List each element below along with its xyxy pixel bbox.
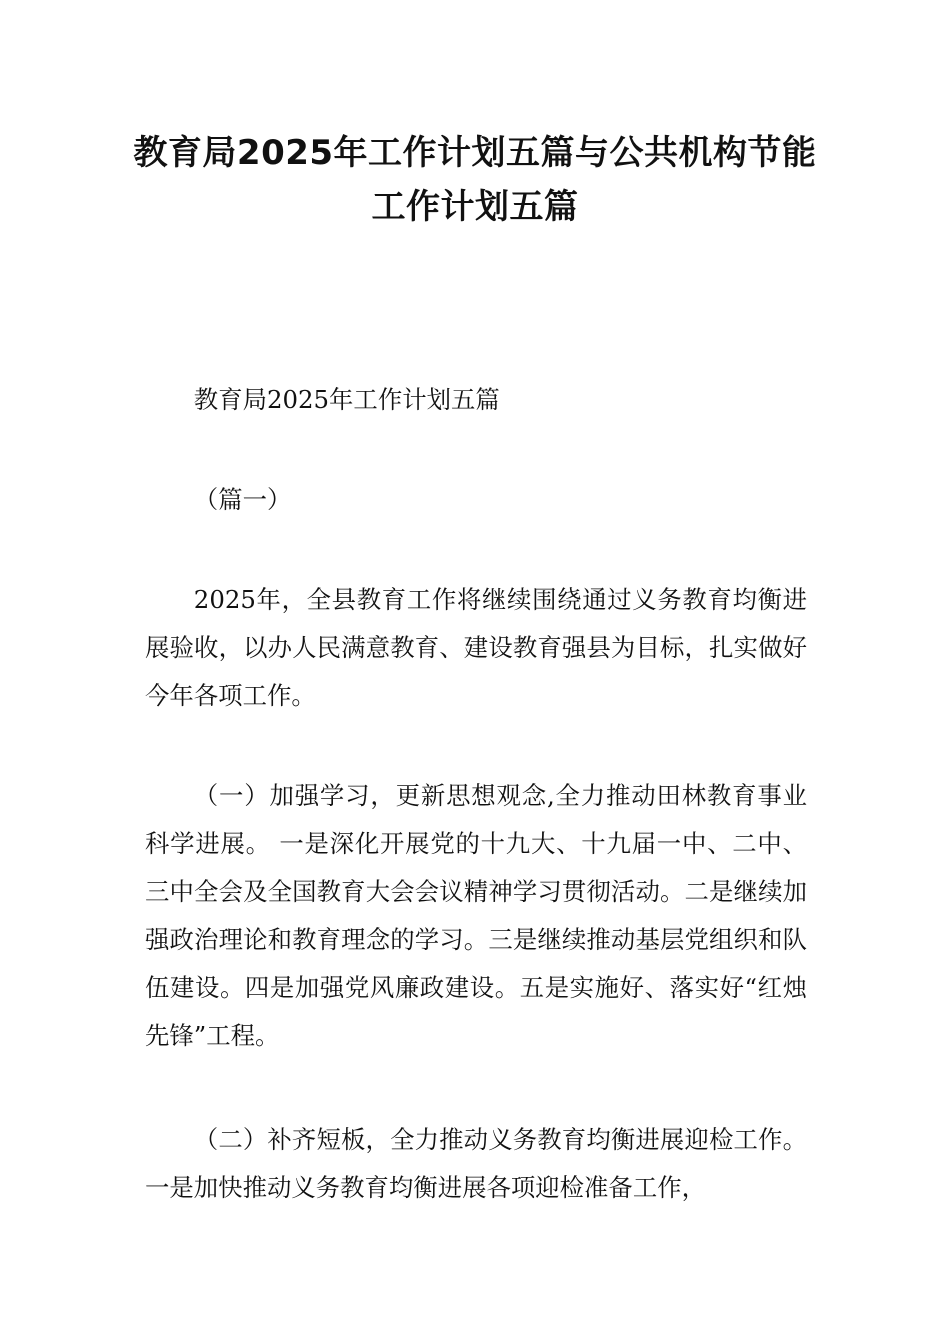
paragraph: （二）补齐短板，全力推动义务教育均衡进展迎检工作。一是加快推动义务教育均衡进展各项迎检准备工作，: [145, 1125, 807, 1202]
paragraph: （一）加强学习，更新思想观念,全力推动田林教育事业科学进展。 一是深化开展党的十九大、十九届一中、二中、三中全会及全国教育大会会议精神学习贯彻活动。二是继续加强政治理论和教育理念的学习。三是继续推动基层党组织和队伍建设。四是加强党风廉政建设。五是实施好、落实好“红烛先锋”工程。: [145, 781, 807, 1050]
document-title: 教育局2025年工作计划五篇与公共机构节能工作计划五篇: [133, 133, 817, 227]
section-heading: 教育局2025年工作计划五篇: [193, 385, 500, 414]
part-label: （篇一）: [193, 485, 292, 514]
paragraph: 2025年，全县教育工作将继续围绕通过义务教育均衡进展验收，以办人民满意教育、建设教育强县为目标，扎实做好今年各项工作。: [145, 585, 807, 710]
